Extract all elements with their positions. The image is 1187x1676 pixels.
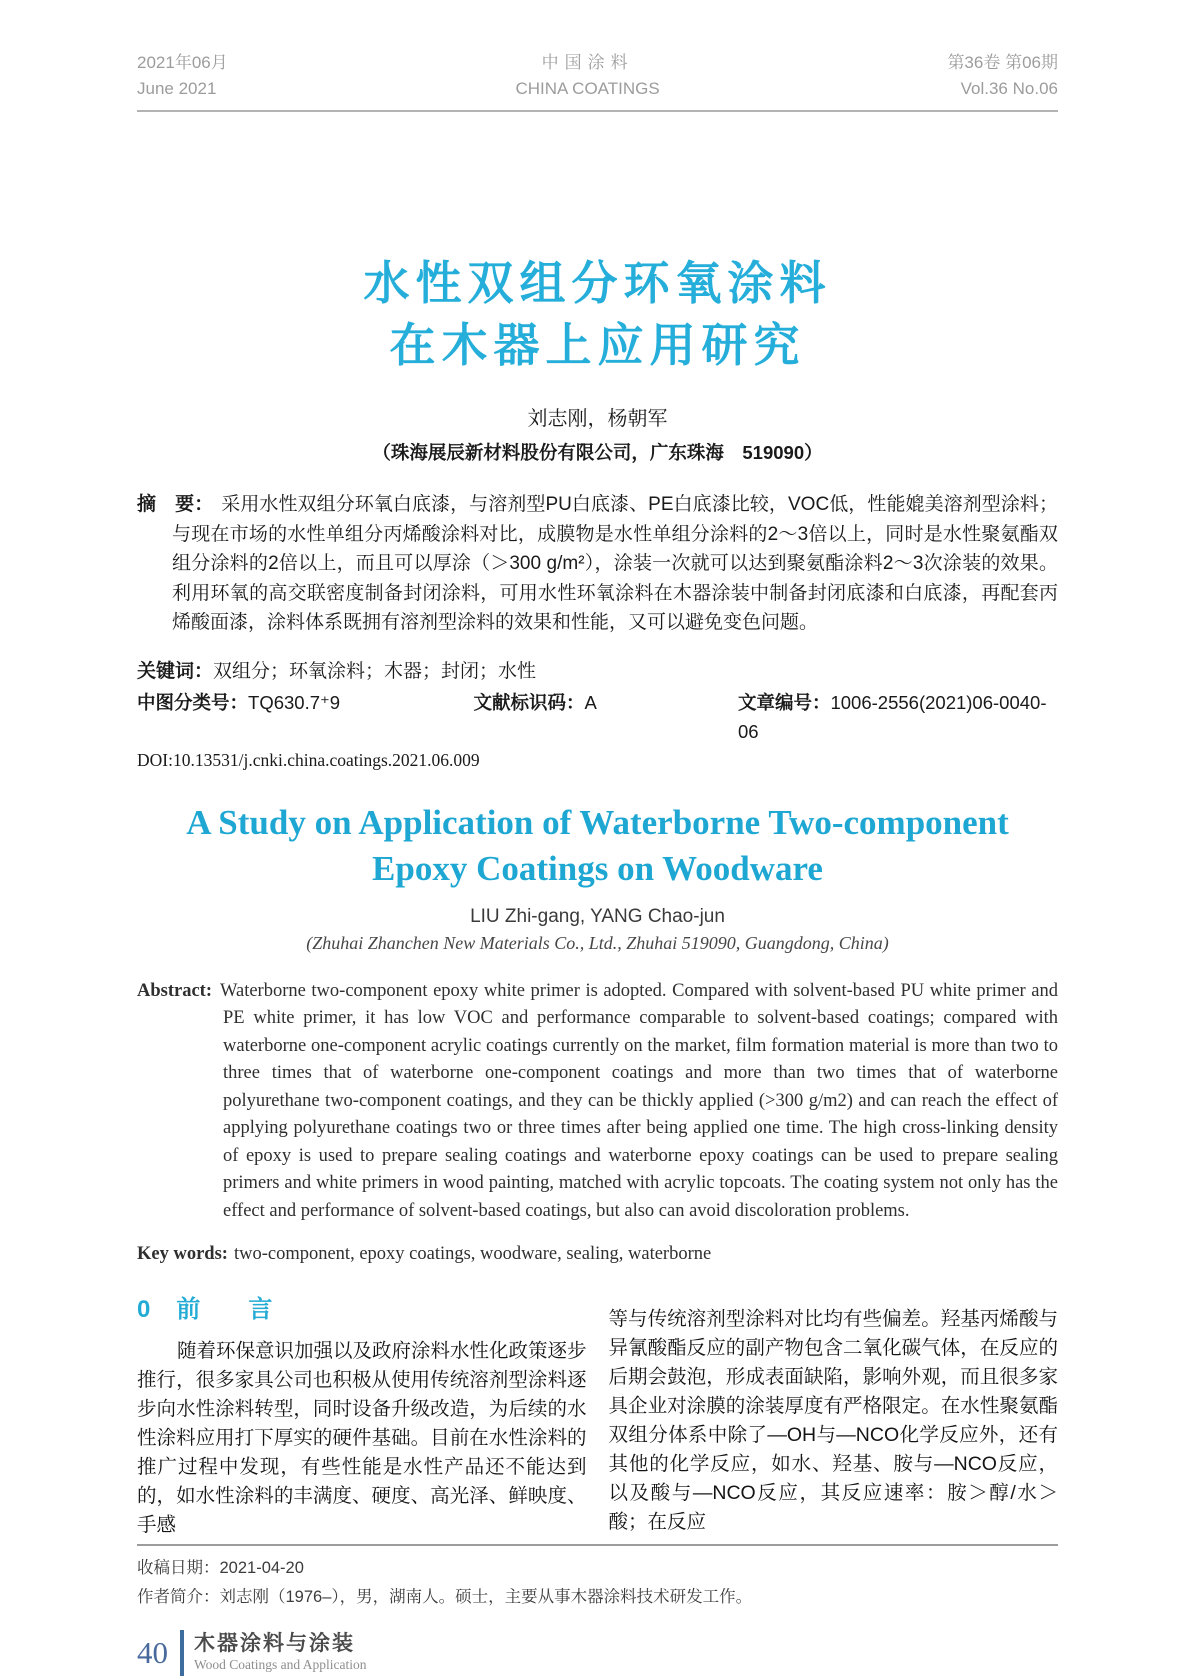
journal-name-cn: 中国涂料	[541, 53, 634, 72]
abstract-en-text: Waterborne two-component epoxy white primer is adopted. Compared with solvent-based PU white primer and PE white primer, it has low VOC and performance comparable to solvent-based coatings; compared with waterborne one-component acrylic coatings currently on the market, film formation material is more than two to three times that of waterborne one-component coatings and more than two times that of waterborne polyurethane two-component coatings, and they can be thickly applied (>300 g/m2) and can reach the effect of applying polyurethane coatings two or three times after being applied one time. The high cross-linking density of epoxy is used to prepare sealing coatings and waterborne epoxy coatings can be used to prepare sealing primers and white primers in wood painting, matched with acrylic topcoats. The coating system not only has the effect and performance of solvent-based coatings, but also can avoid discoloration problems.	[220, 980, 1058, 1221]
header-date	[137, 50, 228, 101]
clc-label: 中图分类号：	[137, 691, 249, 713]
authors-cn: 刘志刚，杨朝军	[527, 408, 668, 430]
author-bio-label: 作者简介：	[137, 1587, 220, 1606]
doi-line: DOI:10.13531/j.cnki.china.coatings.2021.06.009	[137, 749, 480, 770]
document-code	[473, 688, 738, 746]
abstract-cn-text: 采用水性双组分环氧白底漆，与溶剂型PU白底漆、PE白底漆比较，VOC低，性能媲美溶剂型涂料；与现在市场的水性单组分丙烯酸涂料对比，成膜物是水性单组分涂料的2～3倍以上，同时是水性聚氨酯双组分涂料的2倍以上，而且可以厚涂（＞300 g/m²），涂装一次就可以达到聚氨酯涂料2～3次涂装的效果。利用环氧的高交联密度制备封闭涂料，可用水性环氧涂料在木器涂装中制备封闭底漆和白底漆，再配套丙烯酸面漆，涂料体系既拥有溶剂型涂料的效果和性能，又可以避免变色问题。	[172, 494, 1058, 633]
section-0-title: 前 言	[176, 1295, 285, 1323]
article-title-en-line1: A Study on Application of Waterborne Two-component	[186, 802, 1009, 842]
authors-en: LIU Zhi-gang, YANG Chao-jun	[470, 905, 725, 927]
section-0-heading	[137, 1293, 587, 1327]
article-title-cn-line2: 在木器上应用研究	[389, 319, 806, 371]
keywords-cn	[137, 657, 1058, 686]
author-bio-line	[137, 1583, 1058, 1612]
article-title-en-line2: Epoxy Coatings on Woodware	[372, 848, 823, 888]
document-code-label: 文献标识码：	[473, 691, 585, 713]
section-0-number: 0	[137, 1295, 151, 1323]
header-date-cn: 2021年06月	[137, 53, 228, 72]
header-journal-name	[515, 50, 659, 101]
article-id-value: 1006-2556(2021)06-0040-06	[737, 691, 1047, 742]
abstract-cn	[137, 490, 1058, 638]
abstract-cn-label: 摘 要：	[137, 494, 214, 515]
page-content	[137, 0, 1058, 1676]
article-title-en	[137, 800, 1058, 892]
affiliation-en: (Zhuhai Zhanchen New Materials Co., Ltd., Zhuhai 519090, Guangdong, China)	[306, 932, 889, 953]
article-title-cn	[137, 252, 1058, 376]
header-issue-cn: 第36卷 第06期	[947, 53, 1058, 72]
received-date-value: 2021-04-20	[219, 1558, 304, 1577]
footnote-block	[137, 1544, 1058, 1612]
received-date-label: 收稿日期：	[137, 1558, 220, 1577]
abstract-en-label: Abstract:	[137, 980, 213, 1001]
section-0-paragraph-right: 等与传统溶剂型涂料对比均有些偏差。羟基丙烯酸与异氰酸酯反应的副产物包含二氧化碳气体，在反应的后期会鼓泡，形成表面缺陷，影响外观，而且很多家具企业对涂膜的涂装厚度有严格限定。在水性聚氨酯双组分体系中除了—OH与—NCO化学反应外，还有其他的化学反应，如水、羟基、胺与—NCO反应，以及酸与—NCO反应，其反应速率：胺＞醇/水＞酸；在反应	[608, 1307, 1058, 1533]
body-column-left	[137, 1293, 587, 1540]
keywords-en-label: Key words:	[137, 1243, 228, 1264]
body-column-right	[609, 1293, 1059, 1540]
header-issue	[947, 50, 1058, 101]
page-number: 40	[137, 1634, 168, 1670]
header-date-en: June 2021	[137, 78, 217, 98]
page-footer	[137, 1630, 1058, 1676]
article-title-cn-line1: 水性双组分环氧涂料	[363, 257, 832, 309]
keywords-en	[137, 1244, 1058, 1265]
header-issue-en: Vol.36 No.06	[960, 78, 1058, 98]
footer-divider-bar	[180, 1630, 184, 1676]
affiliation-cn: （珠海展辰新材料股份有限公司，广东珠海 519090）	[372, 442, 823, 463]
abstract-en	[137, 978, 1058, 1226]
keywords-en-text: two-component, epoxy coatings, woodware, sealing, waterborne	[233, 1243, 712, 1264]
footer-column-title	[194, 1632, 367, 1674]
keywords-cn-label: 关键词：	[137, 660, 214, 682]
author-bio-value: 刘志刚（1976–），男，湖南人。硕士，主要从事木器涂料技术研发工作。	[219, 1587, 753, 1606]
received-date-line	[137, 1554, 1058, 1583]
clc-number	[137, 688, 473, 746]
body-columns	[137, 1293, 1058, 1540]
journal-name-en: CHINA COATINGS	[515, 78, 660, 98]
section-0-paragraph-left: 随着环保意识加强以及政府涂料水性化政策逐步推行，很多家具公司也积极从使用传统溶剂型涂料逐步向水性涂料转型，同时设备升级改造，为后续的水性涂料应用打下厚实的硬件基础。目前在水性涂料的推广过程中发现，有些性能是水性产品还不能达到的，如水性涂料的丰满度、硬度、高光泽、鲜映度、手感	[137, 1339, 587, 1536]
article-meta-row	[137, 688, 1058, 746]
article-id-label: 文章编号：	[737, 691, 831, 713]
keywords-cn-text: 双组分；环氧涂料；木器；封闭；水性	[213, 660, 537, 682]
clc-value: TQ630.7⁺9	[248, 691, 341, 713]
document-code-value: A	[584, 691, 597, 713]
footer-column-cn: 木器涂料与涂装	[194, 1631, 355, 1655]
footer-column-en: Wood Coatings and Application	[194, 1656, 367, 1672]
journal-header	[137, 0, 1058, 112]
article-id	[738, 688, 1058, 746]
